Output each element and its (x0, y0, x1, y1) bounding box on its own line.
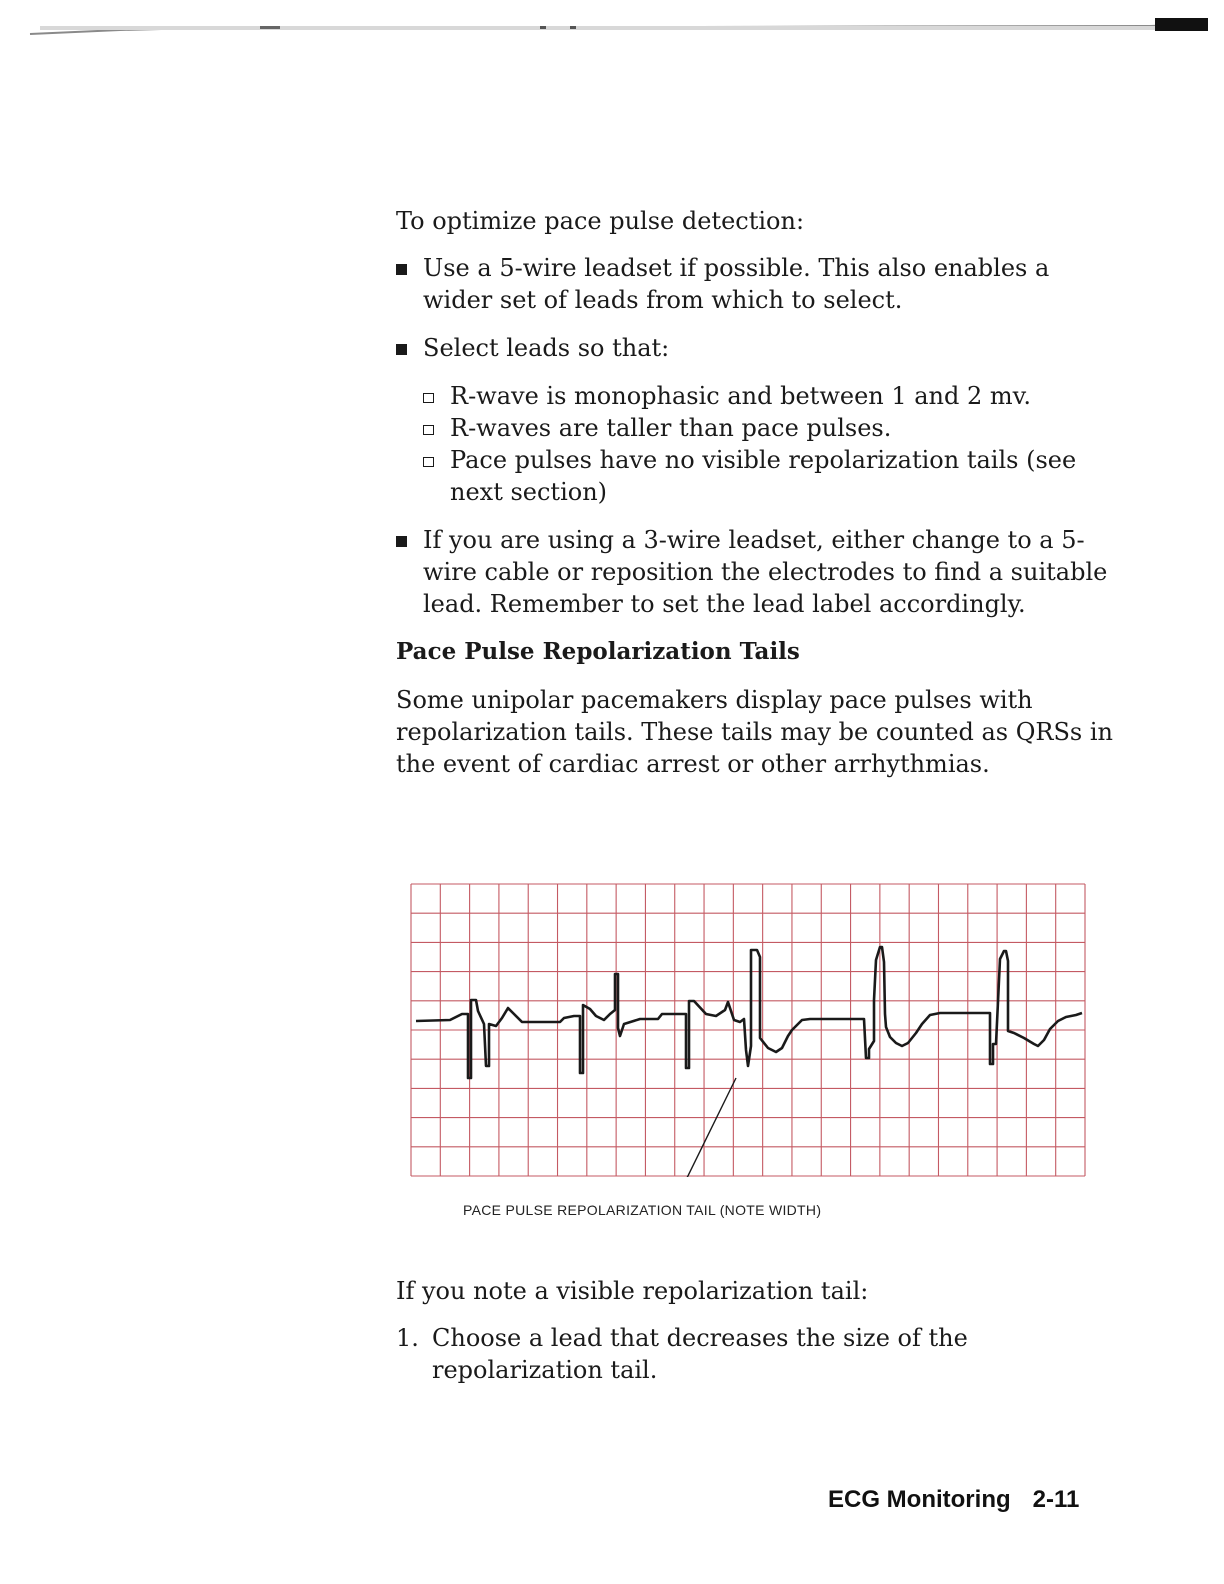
page-footer (828, 1486, 1079, 1514)
scan-top-edge (0, 0, 1224, 40)
sub-list-item (423, 412, 1116, 444)
footer-section-title: ECG Monitoring (828, 1486, 1011, 1513)
main-text (396, 205, 1116, 795)
bullet-item (396, 332, 1116, 364)
open-square-bullet-icon (423, 457, 434, 467)
figure-caption: PACE PULSE REPOLARIZATION TAIL (NOTE WIDTH) (463, 1202, 822, 1218)
ecg-grid (411, 884, 1085, 1176)
open-square-bullet-icon (423, 393, 434, 403)
section-text: Some unipolar pacemakers display pace pulses with repolarization tails. These tails may be counted as QRSs in the event of cardiac arrest or other arrhythmias. (396, 686, 1113, 778)
intro-text: To optimize pace pulse detection: (396, 207, 805, 235)
steps-section (396, 1275, 1116, 1386)
pointer-line (683, 1078, 736, 1177)
step-text: Choose a lead that decreases the size of the repolarization tail. (432, 1324, 968, 1384)
open-square-bullet-icon (423, 425, 434, 435)
bullet-item (396, 524, 1116, 620)
ecg-strip-figure (410, 883, 1086, 1177)
bullet-text: Select leads so that: (423, 334, 670, 362)
filled-square-bullet-icon (396, 264, 407, 275)
sub-item-text: R-wave is monophasic and between 1 and 2 mv. (450, 382, 1032, 410)
filled-square-bullet-icon (396, 536, 407, 547)
sub-list-item (423, 444, 1116, 508)
sub-item-text: Pace pulses have no visible repolarization tails (see next section) (450, 446, 1077, 506)
bullet-item (396, 252, 1116, 316)
bullet-text: Use a 5-wire leadset if possible. This also enables a wider set of leads from which to select. (423, 254, 1050, 314)
numbered-step (396, 1322, 1116, 1386)
filled-square-bullet-icon (396, 344, 407, 355)
sub-list (423, 380, 1116, 508)
page-number: 2-11 (1032, 1486, 1080, 1513)
bullet-text: If you are using a 3-wire leadset, either change to a 5-wire cable or reposition the electrodes to find a suitable lead. Remember to set the lead label accordingly. (423, 526, 1108, 618)
sub-list-item (423, 380, 1116, 412)
after-text: If you note a visible repolarization tail: (396, 1277, 869, 1305)
sub-item-text: R-waves are taller than pace pulses. (450, 414, 892, 442)
section-heading: Pace Pulse Repolarization Tails (396, 638, 800, 665)
ecg-trace (416, 947, 1082, 1078)
step-number: 1. (396, 1324, 419, 1352)
